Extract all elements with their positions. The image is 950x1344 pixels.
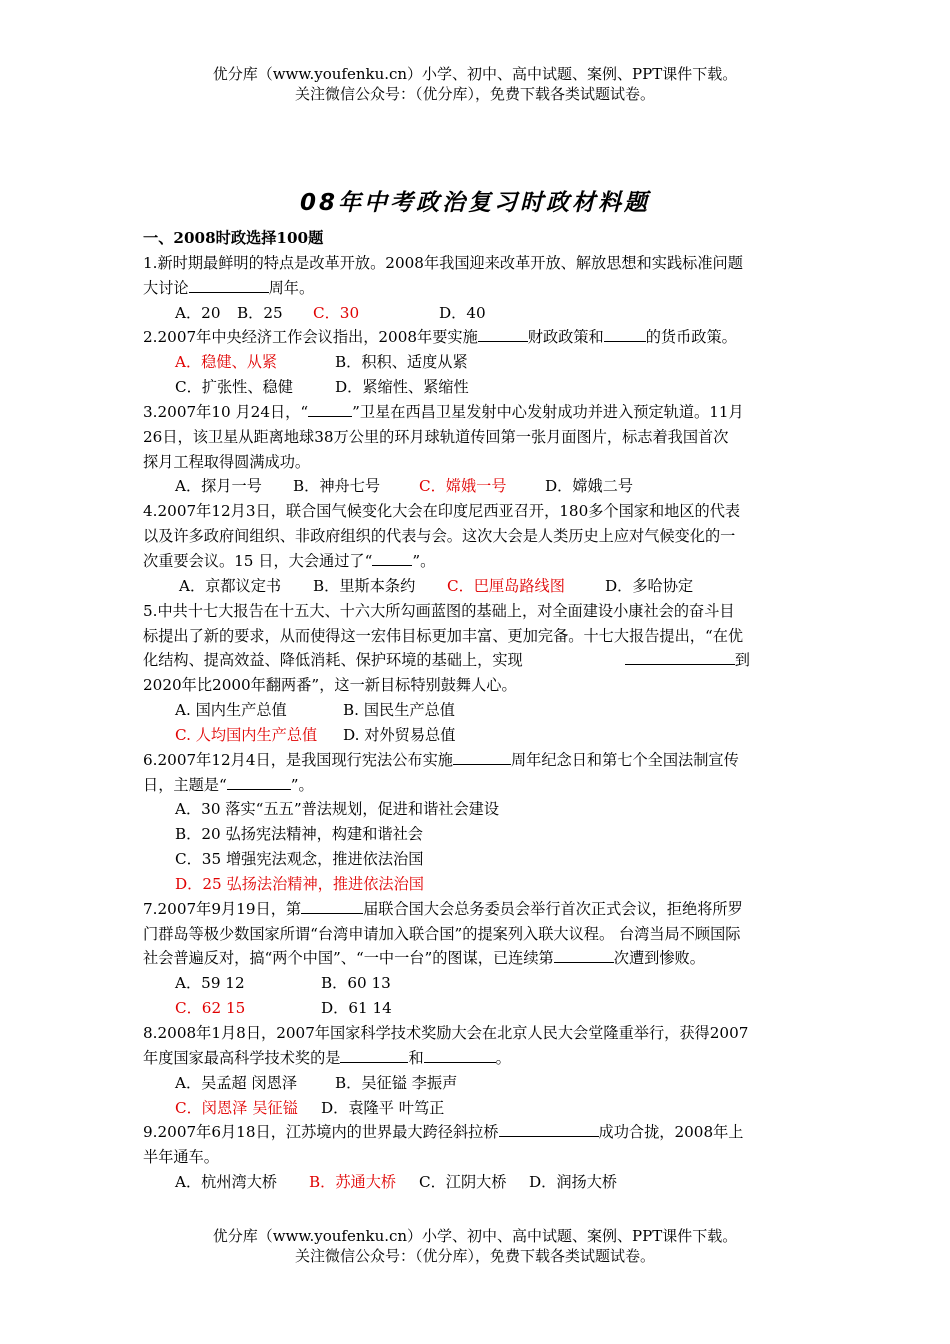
option-d: D．紧缩性、紧缩性: [335, 378, 469, 397]
option-a: A．吴孟超 闵恩泽: [175, 1073, 298, 1092]
answer-blank: [227, 775, 291, 790]
question-8-options-row-2: [143, 1096, 813, 1121]
answer-blank: [554, 948, 614, 963]
question-9-line-1: [143, 1120, 813, 1145]
question-2-text-b: 财政政策和: [527, 328, 604, 347]
question-1-options: [143, 301, 813, 326]
option-b: B. 国民生产总值: [343, 701, 455, 720]
option-a: A．59 12: [175, 974, 245, 993]
question-1-text-b: 周年。: [268, 278, 315, 297]
option-c-answer: C. 人均国内生产总值: [175, 725, 318, 744]
option-a: A．30 落实“五五”普法规划，促进和谐社会建设: [175, 800, 500, 819]
question-5-text-a: 化结构、提高效益、降低消耗、保护环境的基础上，实现: [143, 651, 523, 670]
question-5-line-2: 标提出了新的要求，从而使得这一宏伟目标更加丰富、更加完备。十七大报告提出，“在优: [143, 626, 744, 645]
question-2-options-row-2: [143, 375, 813, 400]
question-5-options-row-1: [143, 698, 813, 723]
option-a: A．京都议定书: [179, 576, 282, 595]
option-a: A. 国内生产总值: [175, 701, 287, 720]
option-c-answer: C．30: [313, 303, 360, 322]
option-a: A．探月一号: [175, 477, 262, 496]
question-2-options-row-1: [143, 350, 813, 375]
question-3-line-1: [143, 400, 813, 425]
question-8-options-row-1: [143, 1071, 813, 1096]
question-7-text-b: 届联合国大会总务委员会举行首次正式会议，拒绝将所罗: [363, 899, 743, 918]
footer-line-1: 优分库（www.youfenku.cn）小学、初中、高中试题、案例、PPT课件下载。: [212, 1227, 738, 1245]
answer-blank: [453, 750, 511, 765]
answer-blank: [301, 899, 363, 914]
question-3-options: [143, 474, 813, 499]
question-4-options: [143, 574, 813, 599]
option-d: D．润扬大桥: [529, 1173, 618, 1192]
question-4-line-1: 4.2007年12月3日，联合国气候变化大会在印度尼西亚召开，180多个国家和地区的代表: [143, 502, 741, 521]
answer-blank: [604, 327, 646, 342]
question-4-text-b: ”。: [412, 551, 436, 570]
question-7-text-a: 社会普遍反对，搞“两个中国”、“一中一台”的图谋，已连续第: [143, 949, 554, 968]
section-title: 一、2008时政选择100题: [143, 229, 324, 247]
question-9-line-2: 半年通车。: [143, 1148, 219, 1167]
option-d: D．多哈协定: [605, 576, 694, 595]
option-d: D．嫦娥二号: [545, 477, 634, 496]
option-d: D. 对外贸易总值: [343, 725, 456, 744]
question-8-text-a: 年度国家最高科学技术奖的是: [143, 1048, 341, 1067]
question-7-text-b: 次遭到惨败。: [613, 949, 705, 968]
option-b: B．20 弘扬宪法精神，构建和谐社会: [175, 825, 423, 844]
question-3-text-b: ”卫星在西昌卫星发射中心发射成功并进入预定轨道。11月: [352, 402, 744, 421]
option-b-answer: B．苏通大桥: [309, 1173, 397, 1192]
question-9-options: [143, 1170, 813, 1195]
footer-line-2: 关注微信公众号：（优分库），免费下载各类试题试卷。: [294, 1247, 655, 1265]
question-3-line-2: 26日，该卫星从距离地球38万公里的环月球轨道传回第一张月面图片，标志着我国首次: [143, 427, 729, 446]
option-c-answer: C．62 15: [175, 999, 246, 1018]
page-footer: [0, 1226, 950, 1266]
answer-blank: [499, 1122, 599, 1137]
question-2-line-1: [143, 325, 813, 350]
answer-blank: [625, 650, 735, 665]
option-c: C．扩张性、稳健: [175, 378, 293, 397]
option-b: B．25: [237, 303, 283, 322]
question-8-line-2: [143, 1046, 813, 1071]
option-b: B．神舟七号: [293, 477, 381, 496]
question-7-text-a: 7.2007年9月19日，第: [143, 899, 302, 918]
option-c: C．35 增强宪法观念，推进依法治国: [175, 850, 424, 869]
question-8-text-c: 。: [495, 1048, 511, 1067]
question-6-line-1: [143, 748, 813, 773]
question-6-text-a: 日，主题是“: [143, 775, 227, 794]
option-b: B．里斯本条约: [313, 576, 416, 595]
option-d: D．61 14: [321, 999, 392, 1018]
question-8-text-b: 和: [408, 1048, 424, 1067]
option-c: C．江阴大桥: [419, 1173, 507, 1192]
question-6-text-b: ”。: [290, 775, 314, 794]
question-9-text-b: 成功合拢，2008年上: [598, 1123, 744, 1142]
question-1-line-1: 1.新时期最鲜明的特点是改革开放。2008年我国迎来改革开放、解放思想和实践标准问题: [143, 253, 743, 272]
question-7-options-row-1: [143, 971, 813, 996]
option-d: D．袁隆平 叶笃正: [321, 1098, 445, 1117]
question-6-text-a: 6.2007年12月4日，是我国现行宪法公布实施: [143, 750, 453, 769]
question-2-text-a: 2.2007年中央经济工作会议指出，2008年要实施: [143, 328, 478, 347]
question-4-line-2: 以及许多政府间组织、非政府组织的代表与会。这次大会是人类历史上应对气候变化的一: [143, 527, 736, 546]
option-c-answer: C．巴厘岛路线图: [447, 576, 565, 595]
question-5-text-b: 到: [734, 651, 750, 670]
option-b: B．吴征镒 李振声: [335, 1073, 458, 1092]
question-6-text-b: 周年纪念日和第七个全国法制宣传: [510, 750, 739, 769]
question-7-line-3: [143, 946, 813, 971]
document-body: [143, 226, 813, 1195]
question-3-text-a: 3.2007年10 月24日，“: [143, 402, 309, 421]
option-a-answer: A．稳健、从紧: [175, 353, 278, 372]
question-4-text-a: 次重要会议。15 日，大会通过了“: [143, 551, 373, 570]
answer-blank: [189, 278, 269, 293]
question-7-line-2: 门群岛等极少数国家所谓“台湾申请加入联合国”的提案列入联大议程。 台湾当局不顾国际: [143, 924, 741, 943]
question-5-line-1: 5.中共十七大报告在十五大、十六大所勾画蓝图的基础上，对全面建设小康社会的奋斗目: [143, 601, 735, 620]
question-6-line-2: [143, 773, 813, 798]
question-5-options-row-2: [143, 723, 813, 748]
question-7-line-1: [143, 897, 813, 922]
option-b: B．60 13: [321, 974, 391, 993]
question-8-line-1: 8.2008年1月8日，2007年国家科学技术奖励大会在北京人民大会堂隆重举行，获得2007: [143, 1024, 749, 1042]
option-a: A．杭州湾大桥: [175, 1173, 278, 1192]
question-9-text-a: 9.2007年6月18日，江苏境内的世界最大跨径斜拉桥: [143, 1123, 499, 1142]
header-line-1: 优分库（www.youfenku.cn）小学、初中、高中试题、案例、PPT课件下载。: [212, 65, 738, 83]
page-title: 08年中考政治复习时政材料题: [299, 190, 650, 216]
page-header: [0, 64, 950, 104]
answer-blank: [308, 402, 352, 417]
option-a: A．20: [175, 303, 221, 322]
question-4-line-3: [143, 549, 813, 574]
answer-blank: [372, 551, 412, 566]
option-d-answer: D．25 弘扬法治精神，推进依法治国: [175, 874, 424, 893]
answer-blank: [478, 327, 528, 342]
answer-blank: [424, 1048, 496, 1063]
question-1-line-2: [143, 276, 813, 301]
header-line-2: 关注微信公众号：（优分库），免费下载各类试题试卷。: [294, 85, 655, 103]
answer-blank: [340, 1048, 408, 1063]
question-1-text-a: 大讨论: [143, 278, 189, 297]
option-b: B．积积、适度从紧: [335, 353, 468, 372]
question-3-line-3: 探月工程取得圆满成功。: [143, 452, 311, 471]
question-7-options-row-2: [143, 996, 813, 1021]
option-c-answer: C．闵恩泽 吴征镒: [175, 1098, 298, 1117]
option-d: D．40: [439, 303, 486, 322]
question-2-text-c: 的货币政策。: [645, 328, 737, 347]
option-c-answer: C．嫦娥一号: [419, 477, 507, 496]
question-5-line-4: 2020年比2000年翻两番”，这一新目标特别鼓舞人心。: [143, 676, 517, 695]
question-5-line-3: [143, 648, 813, 673]
